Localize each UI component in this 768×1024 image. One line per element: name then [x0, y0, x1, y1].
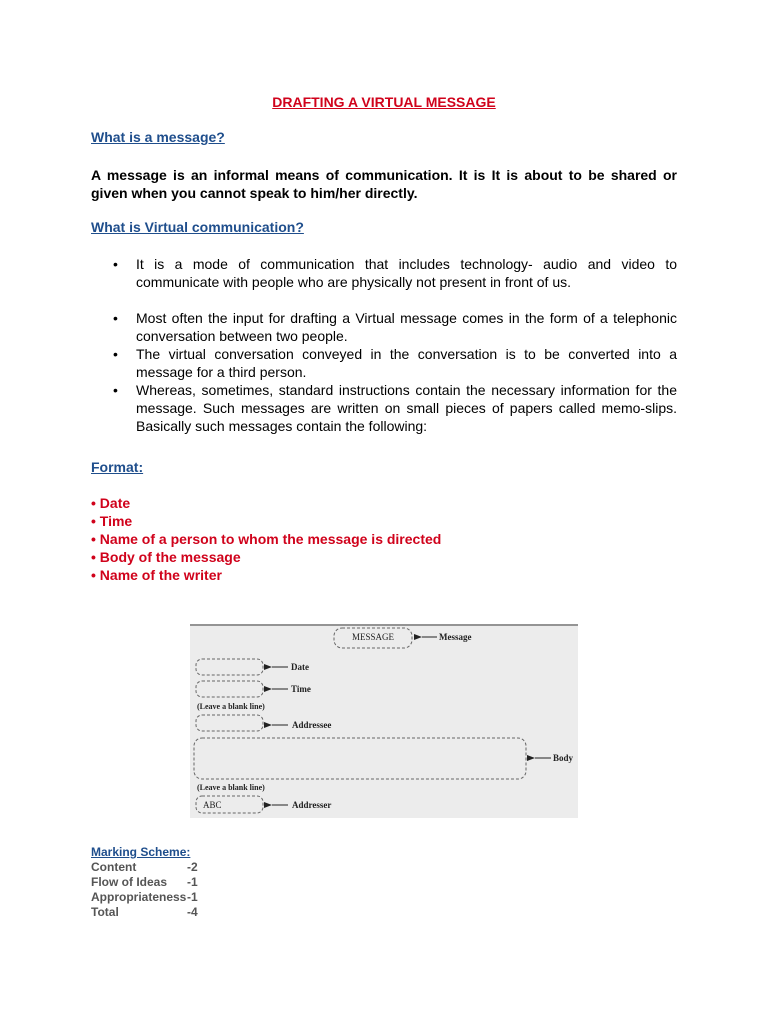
list-item	[113, 345, 677, 381]
bullet-icon: •	[113, 310, 118, 326]
time-box	[196, 681, 263, 697]
marking-scheme	[91, 845, 206, 920]
list-item-text: The virtual conversation conveyed in the conversation is to be converted into a message for a third person.	[136, 346, 677, 380]
blank-line-note-2: (Leave a blank line)	[197, 783, 265, 792]
blank-line-note-1: (Leave a blank line)	[197, 702, 265, 711]
table-row	[91, 860, 206, 875]
marking-label: Content	[91, 860, 137, 874]
marking-label: Appropriateness	[91, 890, 187, 904]
message-box-label: MESSAGE	[351, 632, 395, 642]
table-row	[91, 875, 206, 890]
list-item	[113, 381, 677, 435]
list-item	[113, 255, 677, 291]
body-label: Body	[553, 753, 574, 763]
addressee-label: Addressee	[292, 720, 332, 730]
list-item-text: Most often the input for drafting a Virtual message comes in the form of a telephonic conversation between two people.	[136, 310, 677, 344]
message-format-diagram	[190, 624, 578, 818]
bullet-icon: •	[113, 382, 118, 398]
format-item-body: • Body of the message	[91, 549, 241, 565]
heading-what-is-message: What is a message?	[91, 129, 225, 145]
marking-value: -1	[187, 890, 198, 904]
marking-label: Total	[91, 905, 119, 919]
marking-value: -1	[187, 875, 198, 889]
body-box	[194, 738, 526, 779]
format-item-writer: • Name of the writer	[91, 567, 222, 583]
marking-scheme-heading: Marking Scheme:	[91, 845, 191, 859]
marking-label: Flow of Ideas	[91, 875, 168, 889]
bullet-list	[113, 255, 677, 435]
list-item	[113, 309, 677, 345]
list-item-text: It is a mode of communication that includes technology- audio and video to communicate with people who are physically not present in front of us.	[136, 256, 677, 290]
message-definition: A message is an informal means of communication. It is It is about to be shared or given when you cannot speak to him/her directly.	[91, 167, 677, 201]
format-item-recipient: • Name of a person to whom the message is directed	[91, 531, 442, 547]
format-list	[91, 494, 441, 584]
marking-value: -4	[187, 905, 198, 919]
message-label: Message	[439, 632, 472, 642]
marking-value: -2	[187, 860, 198, 874]
list-item-text: Whereas, sometimes, standard instructions contain the necessary information for the message. Such messages are written on small pieces of papers called memo-slips. Basically such messages contain the following:	[136, 382, 677, 434]
addresser-box-label: ABC	[203, 800, 222, 810]
bullet-icon: •	[113, 346, 118, 362]
table-row	[91, 890, 206, 905]
page-title: DRAFTING A VIRTUAL MESSAGE	[272, 94, 496, 110]
time-label: Time	[291, 684, 311, 694]
date-box	[196, 659, 263, 675]
format-item-time: • Time	[91, 513, 133, 529]
bullet-icon: •	[113, 256, 118, 272]
table-row	[91, 905, 206, 920]
heading-virtual-communication: What is Virtual communication?	[91, 219, 304, 235]
date-label: Date	[291, 662, 309, 672]
addressee-box	[196, 715, 263, 731]
heading-format: Format:	[91, 459, 144, 475]
addresser-label: Addresser	[292, 800, 332, 810]
format-item-date: • Date	[91, 495, 131, 511]
